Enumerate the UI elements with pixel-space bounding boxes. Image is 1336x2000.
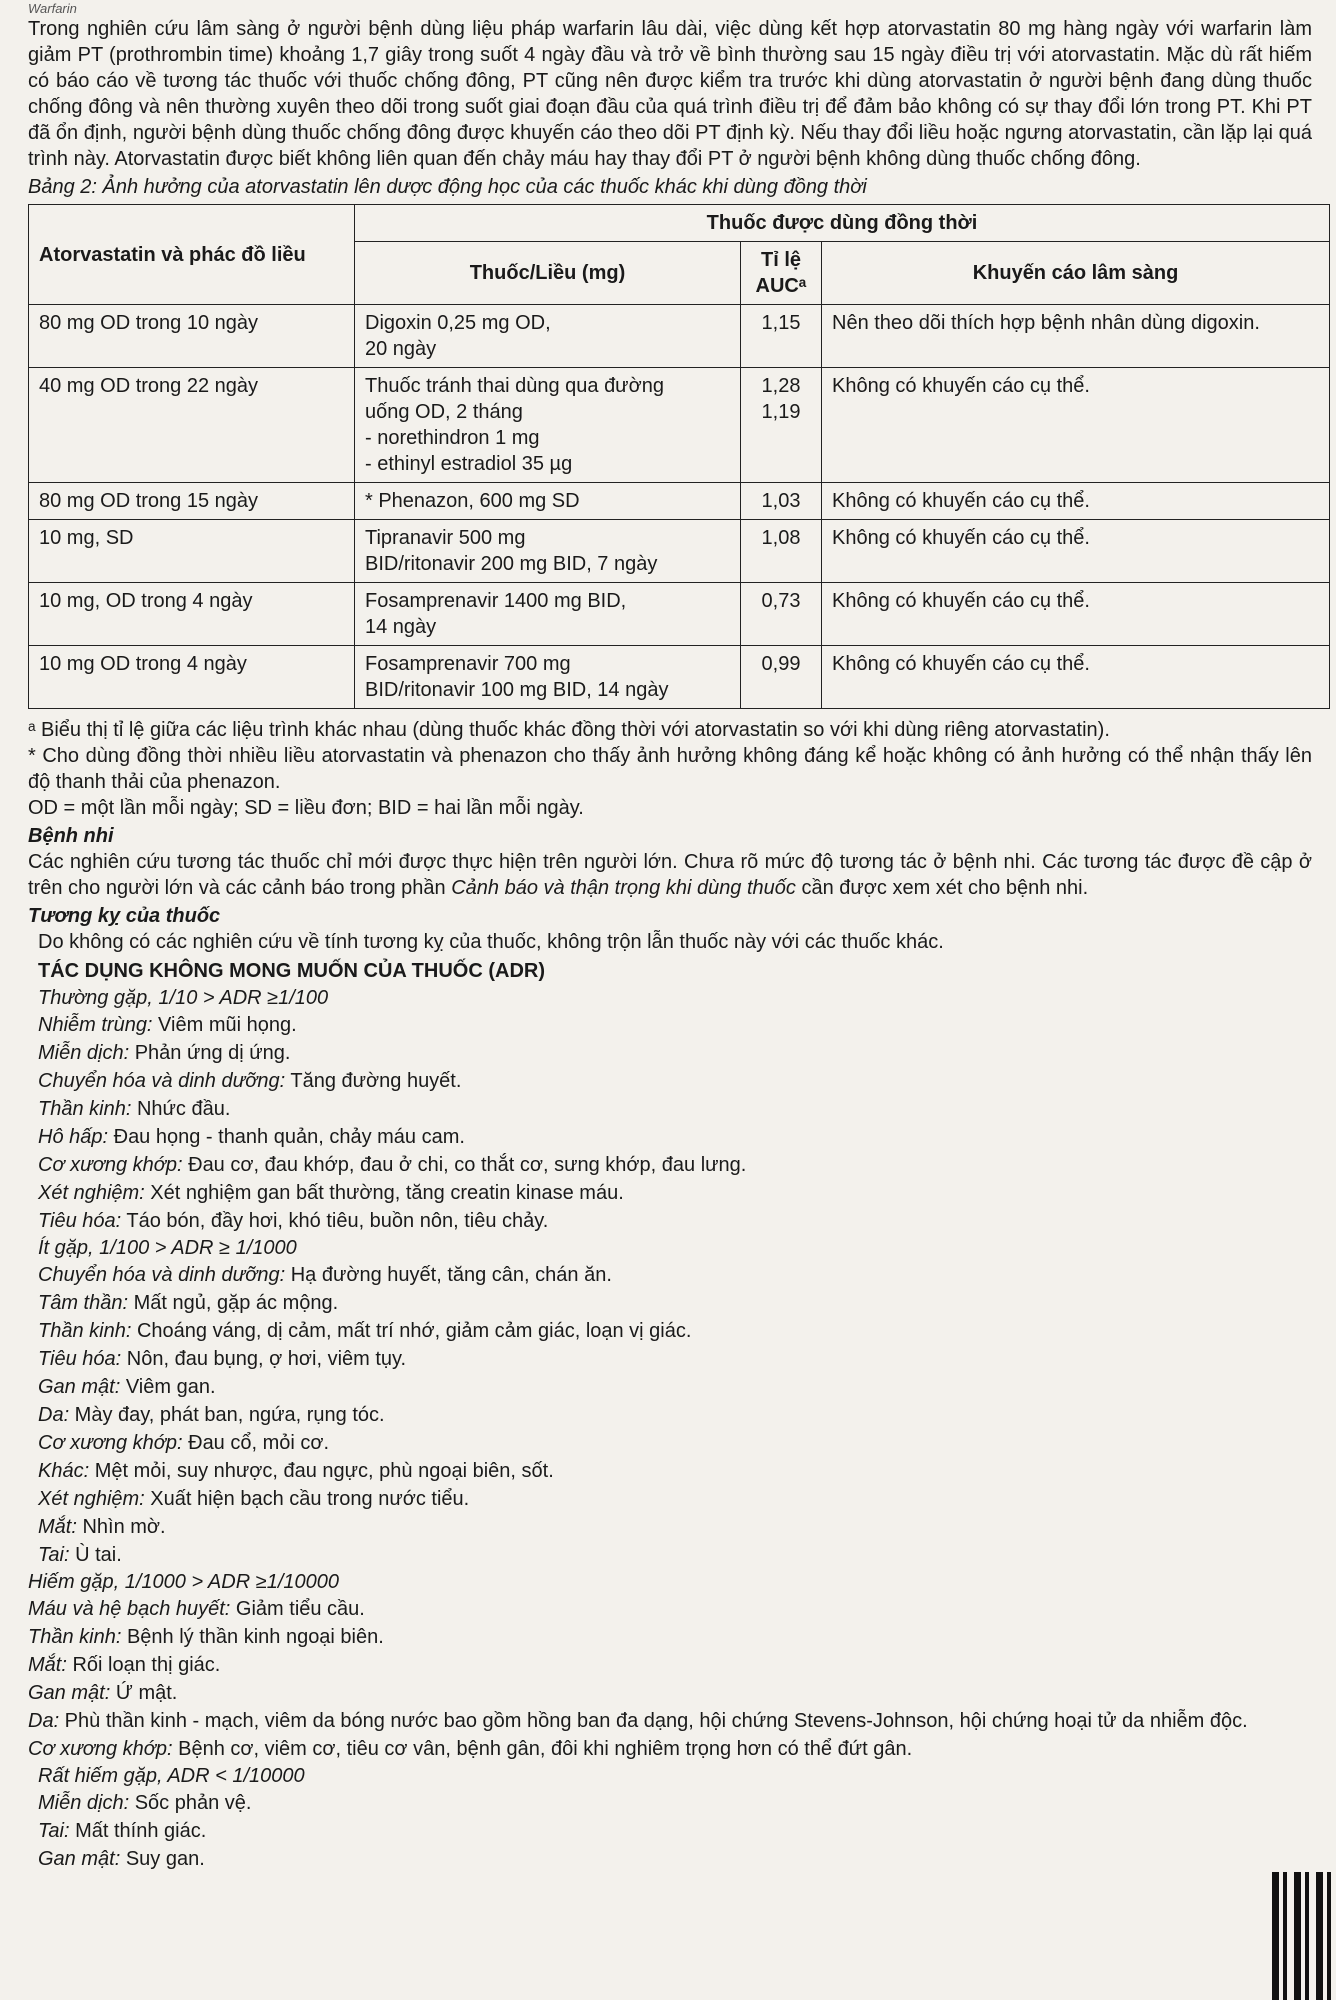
table-row — [29, 583, 1330, 646]
adr-common-section — [28, 985, 1312, 1235]
adr-item: Gan mật: Viêm gan. — [38, 1376, 216, 1398]
adr-uncommon-section — [28, 1235, 1312, 1569]
adr-item: Cơ xương khớp: Đau cổ, mỏi cơ. — [38, 1432, 330, 1454]
note-auc-ratio: ᵃ Biểu thị tỉ lệ giữa các liệu trình khác nhau (dùng thuốc khác đồng thời với atorvastatin so với khi dùng riêng atorvastatin). — [28, 719, 1110, 741]
header-clinical-rec: Khuyến cáo lâm sàng — [822, 242, 1330, 305]
adr-item: Tiêu hóa: Táo bón, đầy hơi, khó tiêu, buồn nôn, tiêu chảy. — [38, 1210, 549, 1232]
compatibility-heading: Tương kỵ của thuốc — [28, 905, 221, 927]
header-regimen: Atorvastatin và phác đồ liều — [29, 205, 355, 305]
header-coadministered: Thuốc được dùng đồng thời — [355, 205, 1330, 242]
adr-item: Cơ xương khớp: Bệnh cơ, viêm cơ, tiêu cơ vân, bệnh gân, đôi khi nghiêm trọng hơn có thể đứt gân. — [28, 1738, 913, 1760]
datamatrix-code — [1272, 1872, 1336, 2000]
cell-clinical-rec: Không có khuyến cáo cụ thể. — [822, 583, 1330, 646]
adr-uncommon-list — [38, 1261, 1312, 1569]
interaction-table — [28, 204, 1330, 709]
adr-very-rare-list — [38, 1789, 1312, 1873]
table-row — [29, 483, 1330, 520]
adr-item: Miễn dịch: Sốc phản vệ. — [38, 1792, 252, 1814]
adr-rare-label: Hiếm gặp, 1/1000 > ADR ≥1/10000 — [28, 1571, 339, 1593]
cell-regimen: 10 mg, SD — [29, 520, 355, 583]
compatibility-paragraph: Do không có các nghiên cứu về tính tương kỵ của thuốc, không trộn lẫn thuốc này với các thuốc khác. — [38, 931, 944, 953]
warfarin-paragraph: Trong nghiên cứu lâm sàng ở người bệnh dùng liệu pháp warfarin lâu dài, việc dùng kết hợp atorvastatin 80 mg hàng ngày với warfarin làm giảm PT (prothrombin time) khoảng 1,7 giây trong suốt 4 ngày đầu và trở về bình thường sau 15 ngày điều trị với atorvastatin. Mặc dù rất hiếm có báo cáo về tương tác thuốc với thuốc chống đông, PT cũng nên được kiểm tra trước khi dùng atorvastatin ở người bệnh đang dùng thuốc chống đông và nên thường xuyên theo dõi trong suốt giai đoạn đầu của quá trình điều trị để đảm bảo không có sự thay đổi lớn trong PT. Khi PT đã ổn định, người bệnh dùng thuốc chống đông được khuyến cáo theo dõi PT định kỳ. Nếu thay đổi liều hoặc ngưng atorvastatin, cần lặp lại quá trình này. Atorvastatin được biết không liên quan đến chảy máu hay thay đổi PT ở người bệnh không dùng thuốc chống đông. — [28, 18, 1312, 170]
adr-item: Da: Mày đay, phát ban, ngứa, rụng tóc. — [38, 1404, 385, 1426]
table-row — [29, 646, 1330, 709]
adr-heading: TÁC DỤNG KHÔNG MONG MUỐN CỦA THUỐC (ADR) — [38, 960, 545, 982]
adr-item: Mắt: Rối loạn thị giác. — [28, 1654, 221, 1676]
cell-clinical-rec: Không có khuyến cáo cụ thể. — [822, 520, 1330, 583]
adr-common-label: Thường gặp, 1/10 > ADR ≥1/100 — [38, 987, 329, 1009]
adr-item: Thần kinh: Nhức đầu. — [38, 1098, 231, 1120]
adr-item: Cơ xương khớp: Đau cơ, đau khớp, đau ở chi, co thắt cơ, sưng khớp, đau lưng. — [38, 1154, 747, 1176]
cell-clinical-rec: Không có khuyến cáo cụ thể. — [822, 646, 1330, 709]
cell-auc-ratio: 0,99 — [741, 646, 822, 709]
cell-regimen: 40 mg OD trong 22 ngày — [29, 368, 355, 483]
cell-drug-dose: Fosamprenavir 700 mg BID/ritonavir 100 mg BID, 14 ngày — [355, 646, 741, 709]
abbreviations: OD = một lần mỗi ngày; SD = liều đơn; BID = hai lần mỗi ngày. — [28, 797, 584, 819]
header-auc-ratio: Tỉ lệ AUCᵃ — [741, 242, 822, 305]
table-row — [29, 305, 1330, 368]
cut-off-heading: Warfarin — [28, 1, 77, 16]
table-caption: Bảng 2: Ảnh hưởng của atorvastatin lên dược động học của các thuốc khác khi dùng đồng thời — [28, 176, 867, 198]
adr-item: Xét nghiệm: Xuất hiện bạch cầu trong nước tiểu. — [38, 1488, 470, 1510]
cell-auc-ratio: 1,08 — [741, 520, 822, 583]
adr-item: Gan mật: Ứ mật. — [28, 1682, 178, 1704]
pediatric-heading: Bệnh nhi — [28, 825, 114, 847]
adr-item: Hô hấp: Đau họng - thanh quản, chảy máu cam. — [38, 1126, 465, 1148]
adr-very-rare-section — [28, 1763, 1312, 1873]
cell-clinical-rec: Không có khuyến cáo cụ thể. — [822, 368, 1330, 483]
cell-clinical-rec: Nên theo dõi thích hợp bệnh nhân dùng digoxin. — [822, 305, 1330, 368]
table-row — [29, 520, 1330, 583]
adr-very-rare-label: Rất hiếm gặp, ADR < 1/10000 — [38, 1765, 305, 1787]
pediatric-paragraph: Các nghiên cứu tương tác thuốc chỉ mới được thực hiện trên người lớn. Chưa rõ mức độ tương tác ở bệnh nhi. Các tương tác được đề cập ở trên cho người lớn và các cảnh báo trong phần Cảnh báo và thận trọng khi dùng thuốc cần được xem xét cho bệnh nhi. — [28, 851, 1312, 899]
adr-item: Tai: Ù tai. — [38, 1544, 122, 1566]
adr-item: Nhiễm trùng: Viêm mũi họng. — [38, 1014, 297, 1036]
adr-item: Tâm thần: Mất ngủ, gặp ác mộng. — [38, 1292, 339, 1314]
adr-item: Da: Phù thần kinh - mạch, viêm da bóng nước bao gồm hồng ban đa dạng, hội chứng Stevens-Johnson, hội chứng hoại tử da nhiễm độc. — [28, 1710, 1248, 1732]
header-drug-dose: Thuốc/Liều (mg) — [355, 242, 741, 305]
adr-item: Tiêu hóa: Nôn, đau bụng, ợ hơi, viêm tụy. — [38, 1348, 407, 1370]
adr-item: Tai: Mất thính giác. — [38, 1820, 207, 1842]
adr-item: Gan mật: Suy gan. — [38, 1848, 205, 1870]
cell-regimen: 10 mg, OD trong 4 ngày — [29, 583, 355, 646]
adr-item: Chuyển hóa và dinh dưỡng: Hạ đường huyết, tăng cân, chán ăn. — [38, 1264, 612, 1286]
cell-drug-dose: Thuốc tránh thai dùng qua đường uống OD, 2 tháng - norethindron 1 mg - ethinyl estradiol 35 µg — [355, 368, 741, 483]
cell-clinical-rec: Không có khuyến cáo cụ thể. — [822, 483, 1330, 520]
adr-rare-section — [28, 1569, 1312, 1763]
cell-drug-dose: Fosamprenavir 1400 mg BID, 14 ngày — [355, 583, 741, 646]
cell-drug-dose: Digoxin 0,25 mg OD, 20 ngày — [355, 305, 741, 368]
adr-item: Mắt: Nhìn mờ. — [38, 1516, 166, 1538]
cell-regimen: 80 mg OD trong 15 ngày — [29, 483, 355, 520]
cell-auc-ratio: 1,03 — [741, 483, 822, 520]
cell-auc-ratio: 1,15 — [741, 305, 822, 368]
cell-drug-dose: Tipranavir 500 mg BID/ritonavir 200 mg BID, 7 ngày — [355, 520, 741, 583]
adr-rare-list — [28, 1595, 1312, 1763]
cell-auc-ratio: 1,28 1,19 — [741, 368, 822, 483]
cell-regimen: 10 mg OD trong 4 ngày — [29, 646, 355, 709]
cell-regimen: 80 mg OD trong 10 ngày — [29, 305, 355, 368]
table-notes — [28, 717, 1312, 821]
adr-item: Thần kinh: Bệnh lý thần kinh ngoại biên. — [28, 1626, 384, 1648]
cell-drug-dose: * Phenazon, 600 mg SD — [355, 483, 741, 520]
table-row — [29, 368, 1330, 483]
adr-item: Máu và hệ bạch huyết: Giảm tiểu cầu. — [28, 1598, 365, 1620]
adr-item: Chuyển hóa và dinh dưỡng: Tăng đường huyết. — [38, 1070, 462, 1092]
adr-item: Thần kinh: Choáng váng, dị cảm, mất trí nhớ, giảm cảm giác, loạn vị giác. — [38, 1320, 692, 1342]
cell-auc-ratio: 0,73 — [741, 583, 822, 646]
adr-uncommon-label: Ít gặp, 1/100 > ADR ≥ 1/1000 — [38, 1237, 297, 1259]
adr-item: Khác: Mệt mỏi, suy nhược, đau ngực, phù ngoại biên, sốt. — [38, 1460, 554, 1482]
adr-item: Xét nghiệm: Xét nghiệm gan bất thường, tăng creatin kinase máu. — [38, 1182, 624, 1204]
adr-common-list — [38, 1011, 1312, 1235]
adr-item: Miễn dịch: Phản ứng dị ứng. — [38, 1042, 291, 1064]
note-phenazon: * Cho dùng đồng thời nhiều liều atorvastatin và phenazon cho thấy ảnh hưởng không đáng kể hoặc không có ảnh hưởng có thể nhận thấy lên độ thanh thải của phenazon. — [28, 745, 1312, 793]
